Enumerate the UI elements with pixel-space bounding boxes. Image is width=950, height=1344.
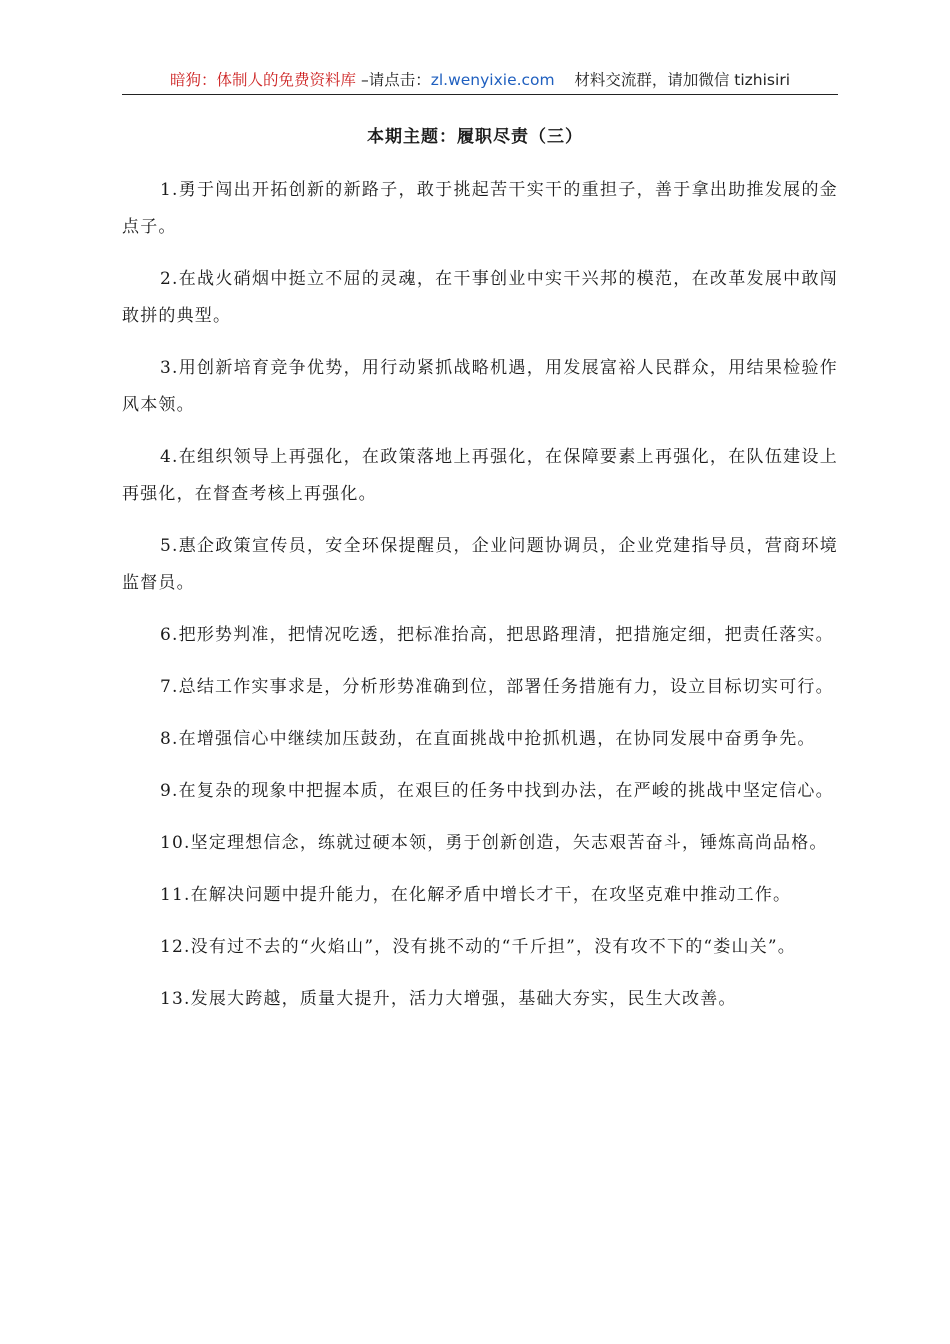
list-item: 13.发展大跨越，质量大提升，活力大增强，基础大夯实，民生大改善。 <box>160 989 737 1009</box>
list-item: 11.在解决问题中提升能力，在化解矛盾中增长才干，在攻坚克难中推动工作。 <box>160 885 792 905</box>
list-item: 5.惠企政策宣传员，安全环保提醒员，企业问题协调员，企业党建指导员，营商环境监督员。 <box>122 536 838 593</box>
list-item: 4.在组织领导上再强化，在政策落地上再强化，在保障要素上再强化，在队伍建设上再强化，在督查考核上再强化。 <box>122 447 838 504</box>
list-item: 10.坚定理想信念，练就过硬本领，勇于创新创造，矢志艰苦奋斗，锤炼高尚品格。 <box>160 833 828 853</box>
list-item: 1.勇于闯出开拓创新的新路子，敢于挑起苦干实干的重担子，善于拿出助推发展的金点子。 <box>122 180 838 237</box>
list-item: 8.在增强信心中继续加压鼓劲，在直面挑战中抢抓机遇，在协同发展中奋勇争先。 <box>160 729 816 749</box>
page-title: 本期主题：履职尽责（三） <box>367 127 583 147</box>
document-body <box>122 172 838 1033</box>
header-url-link[interactable]: zl.wenyixie.com <box>430 71 555 89</box>
list-item: 12.没有过不去的“火焰山”，没有挑不动的“千斤担”，没有攻不下的“娄山关”。 <box>160 937 796 957</box>
list-item: 7.总结工作实事求是，分析形势准确到位，部署任务措施有力，设立目标切实可行。 <box>160 677 834 697</box>
page-header <box>122 68 838 95</box>
list-item: 6.把形势判准，把情况吃透，把标准抬高，把思路理清，把措施定细，把责任落实。 <box>160 625 834 645</box>
list-item: 9.在复杂的现象中把握本质，在艰巨的任务中找到办法，在严峻的挑战中坚定信心。 <box>160 781 834 801</box>
header-brand: 暗狗：体制人的免费资料库 <box>170 71 357 89</box>
header-wechat: 材料交流群，请加微信 tizhisiri <box>574 71 790 89</box>
list-item: 2.在战火硝烟中挺立不屈的灵魂，在干事创业中实干兴邦的模范，在改革发展中敢闯敢拼的典型。 <box>122 269 838 326</box>
list-item: 3.用创新培育竞争优势，用行动紧抓战略机遇，用发展富裕人民群众，用结果检验作风本领。 <box>122 358 838 415</box>
header-prompt: –请点击： <box>356 71 431 89</box>
